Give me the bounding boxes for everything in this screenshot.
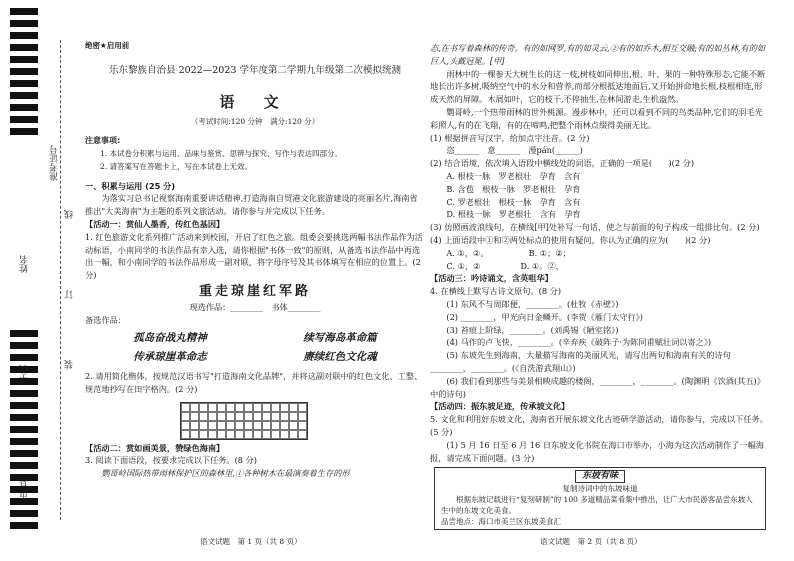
- activity-4-heading: 【活动四：振东坡足迹，传承坡文化】: [430, 401, 570, 412]
- dongpo-poster: [434, 467, 766, 530]
- exam-meta: （考试时间:120 分钟 满分:120 分）: [190, 117, 320, 127]
- grid-cell[interactable]: [244, 421, 253, 430]
- barcode-top: [10, 8, 38, 138]
- grid-cell[interactable]: [208, 430, 217, 439]
- question-3-passage-start: 鹦哥岭国际热带雨林保护区的森林里,①各种树木在最演奏着生存的形: [101, 468, 350, 479]
- grid-cell[interactable]: [253, 412, 262, 421]
- grid-cell[interactable]: [289, 430, 298, 439]
- grid-cell[interactable]: [226, 403, 235, 412]
- grid-cell[interactable]: [253, 421, 262, 430]
- page-2: [430, 42, 770, 530]
- selection-fill-line: 现选作品：________ 书体________: [189, 301, 321, 312]
- calligraphy-d: 赓续红色文化魂: [303, 351, 377, 364]
- question-1: 1. 红色旅游文化系列推广活动来到校园，开启了红色之旅。组委会要挑选两幅书法作品作为活动标语，小南同学的书法作品有幸入选，请你根据"书体一致"的原则，从备选书法作品中再选出一幅，和小南同学的书法作品形成一副对联，将字母序号及其书体填写在相应的位置上。(2 分): [85, 231, 423, 281]
- q4-item-2[interactable]: (2) ________，甲光向日金鳞开。(李贺《雁门太守行》): [446, 311, 644, 322]
- grid-cell[interactable]: [244, 430, 253, 439]
- label-city: 市(县): [20, 475, 30, 501]
- secret-mark: 绝密★启用前: [85, 41, 130, 50]
- grid-cell[interactable]: [235, 403, 244, 412]
- q34-option-c[interactable]: C. ①，②: [446, 260, 481, 271]
- activity-3-heading: 【活动三：吟诗诵文，含英咀华】: [430, 273, 553, 284]
- candidates-label: 备选作品：: [85, 314, 126, 325]
- grid-cell[interactable]: [217, 421, 226, 430]
- passage-para-2: 雨林中的一棵参天大树生长的这一枝,树枝如同伸出,根、叶、果的一种特殊形态,它能不断地长出许多树,吸纳空气中的水分和营养,而部分根抵达地面后,又开始拼命地长根,枝根相连,形成天然的屏障。木屑如叶，它的枝干,不停抽生,在林间游走,生机盎然。: [430, 68, 766, 105]
- question-3-4: (4) 上面语段中①和②两处标点的使用有疑问，你认为正确的应为( )(2 分): [430, 234, 711, 245]
- grid-cell[interactable]: [208, 403, 217, 412]
- option-d[interactable]: D. 根枝一脉 罗老根壮 含有 孕育: [446, 209, 581, 220]
- q4-item-3[interactable]: (3) 苔痕上阶绿，________。(刘禹锡《陋室铭》): [446, 324, 619, 335]
- grid-cell[interactable]: [280, 421, 289, 430]
- grid-cell[interactable]: [226, 421, 235, 430]
- q4-item-5[interactable]: (5) 东坡先生到海南，大量描写海南的美丽风光，请写出两句和海南有关的诗句________，________。(《自洗游武翔山》): [430, 350, 731, 373]
- grid-cell[interactable]: [253, 403, 262, 412]
- page-1: [85, 40, 425, 480]
- grid-cell[interactable]: [262, 430, 271, 439]
- grid-cell[interactable]: [199, 412, 208, 421]
- calligraphy-title: 重走琼崖红军路: [198, 283, 311, 299]
- grid-cell[interactable]: [262, 403, 271, 412]
- binding-margin: [0, 0, 80, 561]
- poster-body: 根据东坡记载进行“复刻研制”的 100 多道精品菜肴集中推出，让广大市民游客品尝东坡人生中的东坡文化美食。: [441, 495, 753, 516]
- grid-cell[interactable]: [271, 412, 280, 421]
- q34-option-d[interactable]: D. ①。②，: [520, 260, 564, 271]
- grid-cell[interactable]: [190, 412, 199, 421]
- grid-cell[interactable]: [181, 430, 190, 439]
- calligraphy-row-1: [85, 332, 425, 345]
- grid-cell[interactable]: [181, 412, 190, 421]
- grid-cell[interactable]: [181, 421, 190, 430]
- question-5: 5. 文化和利用好东坡文化，海南省开展东坡文化古迹研学游活动，请你参与，完成以下任务。(5 分): [430, 414, 768, 437]
- page-2-footer: 语文试题 第 2 页（共 8 页）: [540, 537, 642, 546]
- calligraphy-c: 传承琼崖革命志: [133, 351, 207, 364]
- q34-option-b[interactable]: B. ①；②；: [528, 247, 571, 258]
- grid-cell[interactable]: [244, 403, 253, 412]
- grid-cell[interactable]: [217, 430, 226, 439]
- tianzige-grid[interactable]: [180, 402, 308, 440]
- grid-cell[interactable]: [271, 430, 280, 439]
- grid-cell[interactable]: [289, 421, 298, 430]
- option-a[interactable]: A. 根枝一脉 罗老根壮 孕育 含有: [446, 170, 581, 181]
- q4-item-4[interactable]: (4) 马作的卢飞快，________。(辛弃疾《破阵子·为陈同甫赋壮词以寄之》): [446, 337, 712, 348]
- question-4: 4. 在横线上默写古诗文原句。(8 分): [430, 286, 562, 297]
- grid-cell[interactable]: [235, 421, 244, 430]
- grid-cell[interactable]: [289, 412, 298, 421]
- grid-cell[interactable]: [226, 412, 235, 421]
- note-2: 2. 请答案写在答题卡上，写在本试卷上无效。: [100, 161, 253, 171]
- poster-place: 品尝地点：海口市美兰区东坡美食汇: [441, 517, 561, 527]
- question-3-1: (1) 根据拼音写汉字，给加点字注音。(2 分): [430, 132, 590, 143]
- grid-cell[interactable]: [262, 421, 271, 430]
- page-1-footer: 语文试题 第 1 页（共 8 页）: [200, 537, 302, 546]
- subject-title: 语 文: [219, 92, 291, 111]
- question-3-2: (2) 结合语境，依次填入语段中横线处的词语，正确的一项是( )(2 分): [430, 158, 695, 169]
- poster-heading: 东坡有味: [575, 470, 625, 483]
- q3-4-options: [430, 247, 770, 260]
- grid-cell[interactable]: [253, 430, 262, 439]
- passage-para-3: 鹦哥岭,一个热带雨林的世外桃源。漫步林中，还可以看到不同的鸟类品种,它们的羽毛光彩照人,有的在飞翔，有的在啼鸣,把整个雨林点缀得美丽无比。: [430, 106, 763, 130]
- q4-item-6[interactable]: (6) 我们看到那些与美景相映成趣的楼阁，________，________。(陶渊明《饮酒(其五)》中的诗句): [430, 375, 765, 399]
- grid-cell[interactable]: [199, 430, 208, 439]
- question-3: 3. 阅读下面语段，按要求完成以下任务。(8 分): [85, 455, 257, 466]
- grid-cell[interactable]: [271, 403, 280, 412]
- question-5-1: (1) 5 月 16 日至 6 月 16 日东坡文化书院在海口市举办，小海为这次活动制作了一幅海报，请完成下面问题。(3 分): [430, 439, 764, 463]
- question-3-1-fill[interactable]: 恣______ 意______ 漫pán(______): [446, 145, 583, 156]
- calligraphy-a: 孤岛奋战丸精神: [133, 332, 207, 345]
- grid-cell[interactable]: [244, 412, 253, 421]
- grid-cell[interactable]: [289, 403, 298, 412]
- grid-cell[interactable]: [298, 403, 307, 412]
- note-1: 1. 本试卷分积累与运用、品味与鉴赏、思辨与探究、写作与表达四部分。: [100, 148, 343, 158]
- grid-cell[interactable]: [235, 430, 244, 439]
- label-name: 姓名: [20, 255, 30, 273]
- cut-mark-ding: 订: [65, 290, 75, 299]
- grid-cell[interactable]: [208, 421, 217, 430]
- activity-1-heading: 【活动一：赏仙人墨香，传红色基因】: [85, 218, 225, 229]
- grid-cell[interactable]: [190, 403, 199, 412]
- grid-cell[interactable]: [298, 430, 307, 439]
- question-3-3: (3) 仿照画波浪线句，在横线[甲]处补写一句话，使之与前面的句子构成一组排比句。(2 分): [430, 222, 760, 233]
- q4-item-1[interactable]: (1) 东风不与周郎便，________。(杜牧《赤壁》): [446, 298, 619, 309]
- cut-mark-zhuang: 装: [65, 360, 75, 369]
- activity-2-heading: 【活动二：赏如画美景，赞绿色海南】: [85, 442, 225, 453]
- calligraphy-b: 续写海岛革命篇: [303, 332, 377, 345]
- grid-cell[interactable]: [280, 412, 289, 421]
- calligraphy-row-2: [85, 351, 425, 364]
- grid-cell[interactable]: [217, 403, 226, 412]
- cut-line: [60, 40, 61, 520]
- grid-cell[interactable]: [208, 412, 217, 421]
- grid-cell[interactable]: [190, 421, 199, 430]
- grid-cell[interactable]: [298, 412, 307, 421]
- grid-cell[interactable]: [235, 412, 244, 421]
- grid-cell[interactable]: [199, 421, 208, 430]
- grid-cell[interactable]: [199, 403, 208, 412]
- question-2: 2. 请用简化楷体，按规范汉语书写"打造海南文化品牌"，并将这副对联中的红色文化、工整、规范地抄写在田字格内。(2 分): [85, 370, 423, 394]
- grid-cell[interactable]: [280, 430, 289, 439]
- grid-cell[interactable]: [280, 403, 289, 412]
- grid-cell[interactable]: [271, 421, 280, 430]
- grid-cell[interactable]: [262, 412, 271, 421]
- exam-title: 乐东黎族自治县 2022—2023 学年度第二学期九年级第二次模拟统测: [109, 64, 401, 76]
- cut-mark-xian: 线: [65, 210, 75, 219]
- intro-text: 为落实习总书记视察海南重要讲话精神,打造海南自贸港文化旅游建设的亮丽名片,海南省推出"大美海南"为主题的系列文旅活动。请你参与并完成以下任务。: [85, 193, 418, 217]
- grid-cell[interactable]: [190, 430, 199, 439]
- label-exam-number: 准考证号: [50, 145, 60, 181]
- label-school: 学校: [20, 365, 30, 383]
- option-c[interactable]: C. 罗老根壮 根枝一脉 孕育 含有: [446, 196, 581, 207]
- grid-cell[interactable]: [217, 412, 226, 421]
- section-1-heading: 一、积累与运用 (25 分): [85, 180, 176, 191]
- poster-subtitle: 复制诗词中的东坡味道: [562, 484, 638, 494]
- grid-cell[interactable]: [298, 421, 307, 430]
- q3-4-options-2: [430, 260, 770, 273]
- q34-option-a[interactable]: A. ①，②。: [446, 247, 489, 258]
- grid-cell[interactable]: [226, 430, 235, 439]
- notes-heading: 注意事项:: [85, 136, 121, 146]
- option-b[interactable]: B. 含苞 根枝一脉 罗老根壮 孕育: [446, 183, 581, 194]
- grid-cell[interactable]: [181, 403, 190, 412]
- passage-para-1: 态,在书写着森林的传奇。有的如网罗,有的如灵云,②有的如乔木,相互交融;有的如丛林,有的如巨人,头戴冠冕。[甲]: [430, 43, 766, 66]
